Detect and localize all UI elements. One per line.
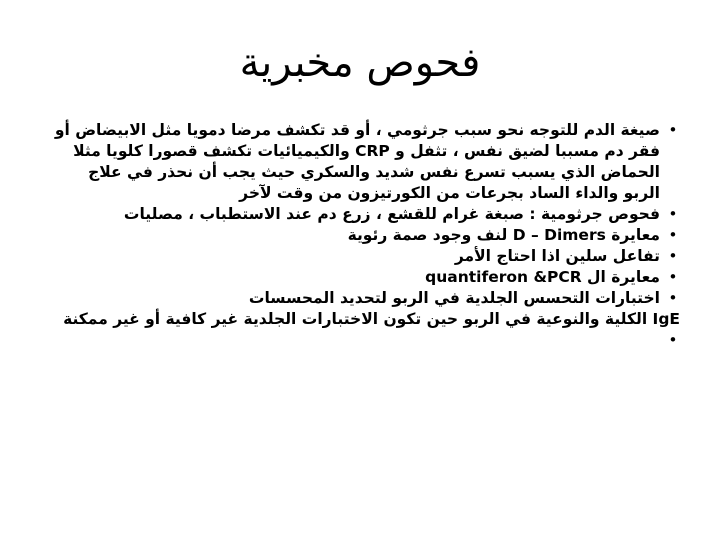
bullet-text: فحوص جرثومية : صبغة غرام للقشع ، زرع دم عند الاستطباب ، مصليات bbox=[123, 205, 660, 223]
bullet-icon: • bbox=[668, 268, 678, 286]
bullet-text: معايرة ال quantiferon &PCR bbox=[425, 268, 660, 286]
list-item bbox=[50, 246, 680, 267]
slide-body bbox=[50, 120, 680, 351]
bullet-icon: • bbox=[668, 205, 678, 223]
bullet-icon: • bbox=[668, 226, 678, 244]
bullet-text: معايرة D – Dimers لنف وجود صمة رئوية bbox=[347, 226, 660, 244]
bullet-icon: • bbox=[668, 289, 678, 307]
list-item bbox=[50, 204, 680, 225]
list-item bbox=[50, 225, 680, 246]
slide-title: فحوص مخبرية bbox=[239, 40, 481, 86]
bullet-text: صيغة الدم للتوجه نحو سبب جرثومي ، أو قد تكشف مرضا دمويا مثل الابيضاض أو فقر دم مسببا لضيق نفس ، تثفل و CRP والكيميائيات تكشف قصورا كلويا مثلا الحماض الذي يسبب تسرع نفس شديد والسكري حيث يجب أن نحذر في علاج الربو والداء الساد بجرعات من الكورتيزون من وقت لآخر bbox=[54, 121, 660, 202]
list-item bbox=[50, 288, 680, 309]
bullet-text: اختبارات التحسس الجلدية في الربو لتحديد المحسسات bbox=[248, 289, 660, 307]
bullet-icon: • bbox=[668, 121, 678, 139]
list-item bbox=[50, 120, 680, 204]
list-item bbox=[50, 267, 680, 288]
bullet-icon: • bbox=[668, 331, 678, 349]
bullet-icon: • bbox=[668, 247, 678, 265]
list-item bbox=[50, 309, 680, 351]
bullet-text: تفاعل سلين اذا احتاج الأمر bbox=[454, 247, 660, 265]
bullet-list bbox=[50, 120, 680, 351]
bullet-text: IgE الكلية والنوعية في الربو حين تكون الاختبارات الجلدية غير كافية أو غير ممكنة bbox=[63, 310, 680, 328]
